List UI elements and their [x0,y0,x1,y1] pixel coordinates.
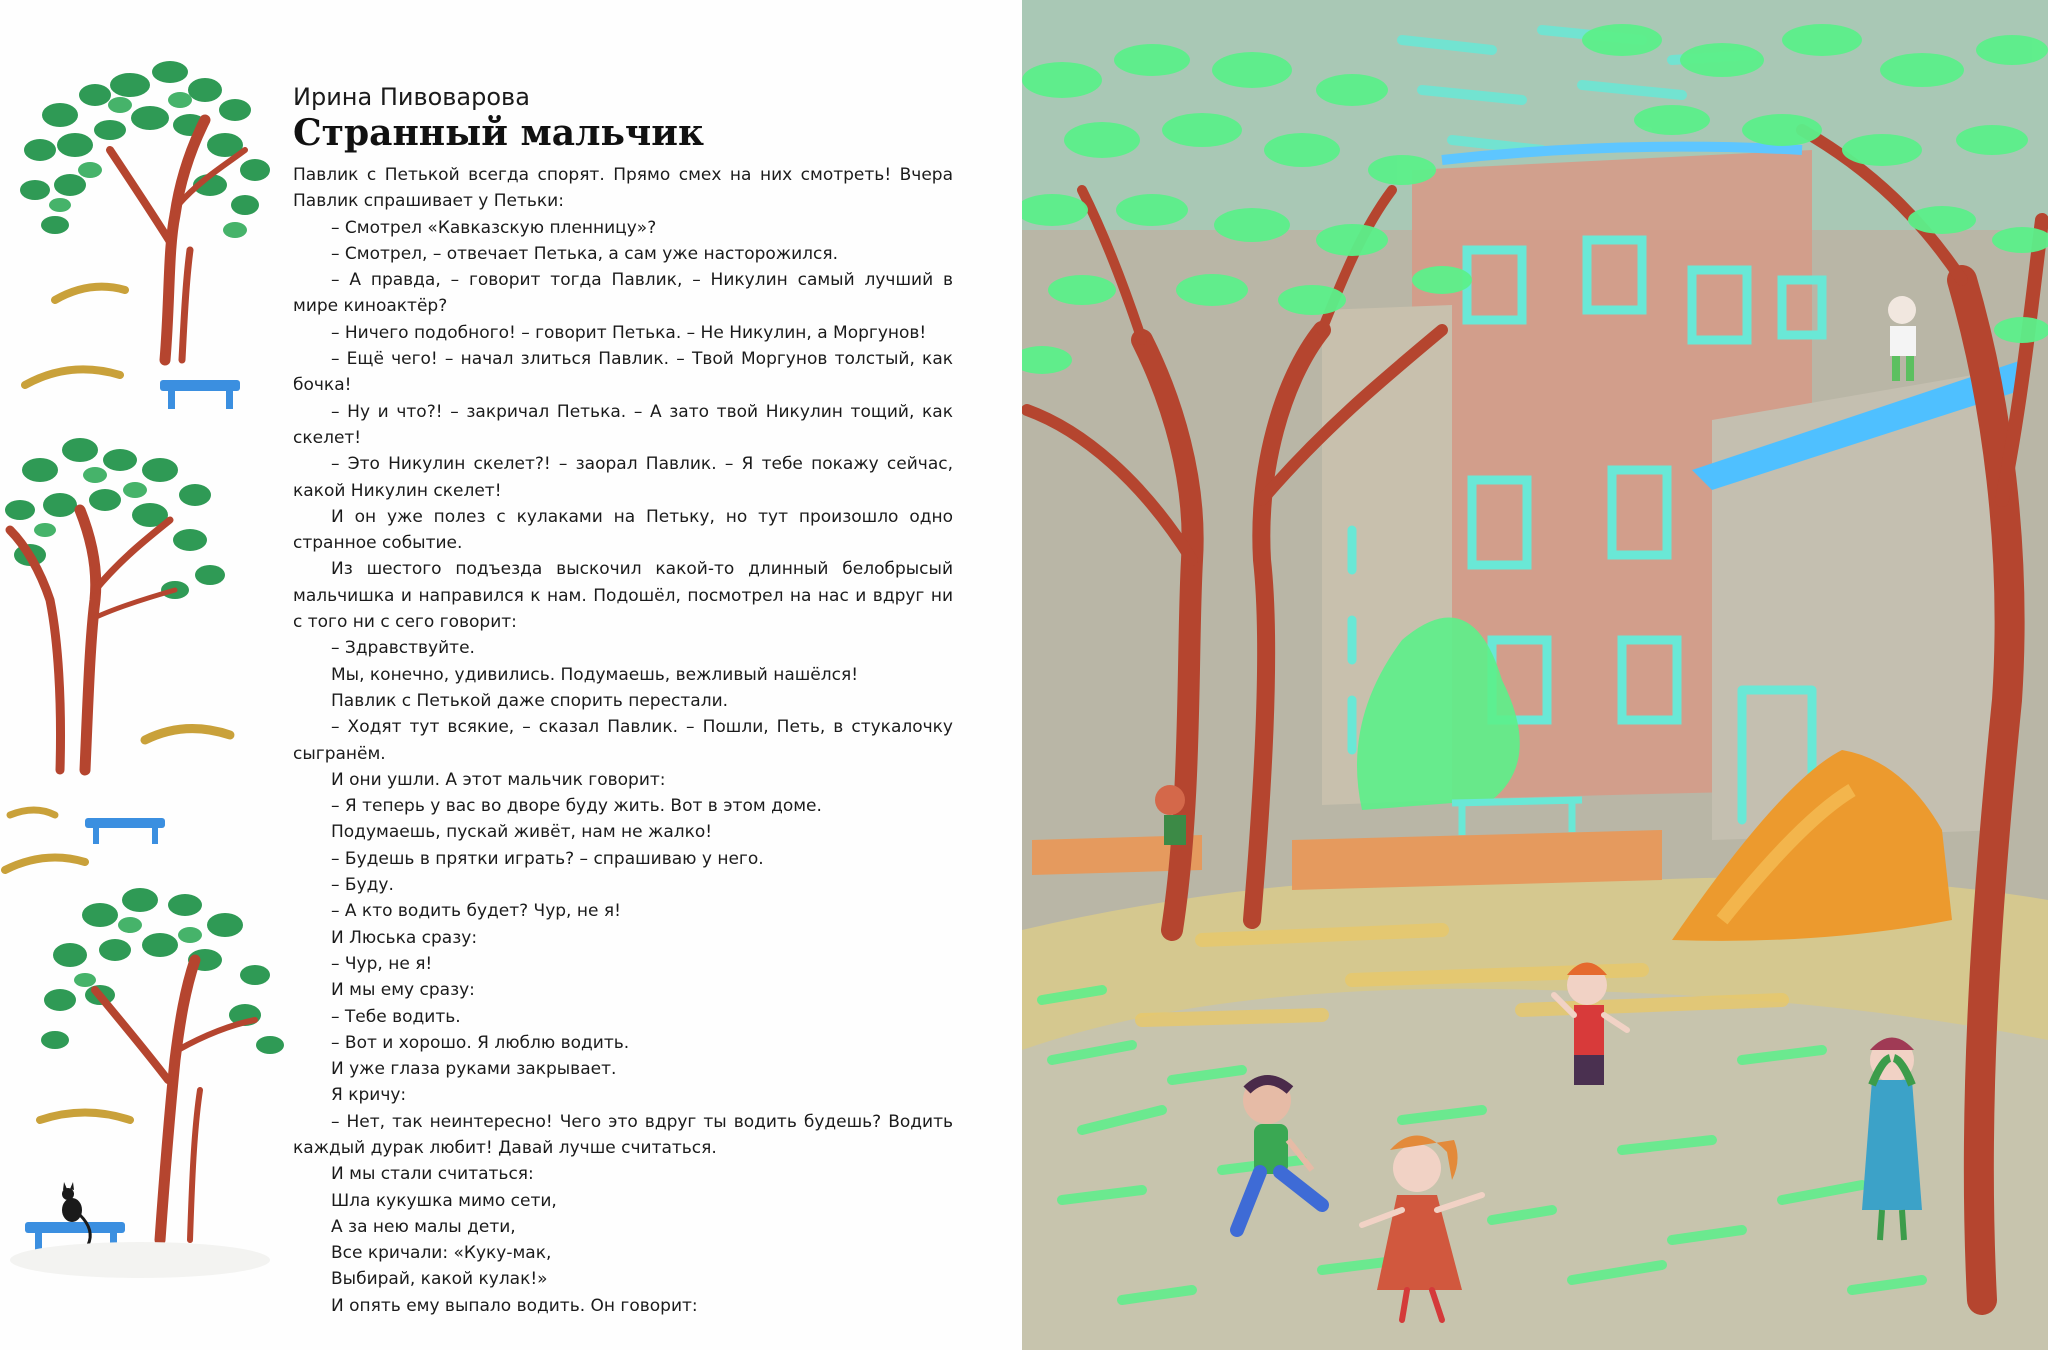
bench-with-cat [25,1182,125,1251]
story-paragraph: – Нет, так неинтересно! Чего это вдруг ты водить будешь? Водить каждый дурак любит! Давай лучше считаться. [293,1111,953,1158]
tree-top [20,61,270,409]
story-paragraph: – Смотрел «Кавказскую пленницу»? [331,217,657,238]
illustration-page [1022,0,2048,1350]
story-paragraph: – Ну и что?! – закричал Петька. – А зато твой Никулин тощий, как скелет! [293,401,953,448]
story-paragraph: И Люська сразу: [331,927,478,948]
story-paragraph: А за нею малы дети, [331,1216,516,1237]
story-body [293,162,953,1319]
story-paragraph: И они ушли. А этот мальчик говорит: [331,769,666,790]
tree-middle [5,438,230,870]
story-paragraph: Подумаешь, пускай живёт, нам не жалко! [331,822,713,843]
story-paragraph: – Тебе водить. [331,1006,461,1027]
story-paragraph: И мы ему сразу: [331,980,475,1001]
story-paragraph: Я кричу: [331,1085,407,1106]
story-paragraph: Из шестого подъезда выскочил какой-то длинный белобрысый мальчишка и направился к нам. Подошёл, посмотрел на нас и вдруг ни с того ни с сего говорит: [293,559,953,633]
story-title: Странный мальчик [293,112,704,154]
story-paragraph: – Ещё чего! – начал злиться Павлик. – Твой Моргунов толстый, как бочка! [293,349,953,396]
story-paragraph: – Буду. [331,875,394,896]
story-paragraph: – А кто водить будет? Чур, не я! [331,901,621,922]
story-paragraph: Мы, конечно, удивились. Подумаешь, вежливый нашёлся! [331,664,859,685]
story-paragraph: – Я теперь у вас во дворе буду жить. Вот в этом доме. [331,796,822,817]
story-paragraph: Шла кукушка мимо сети, [331,1190,557,1211]
story-paragraph: – Ничего подобного! – говорит Петька. – Не Никулин, а Моргунов! [331,322,927,343]
tree-bottom [10,888,284,1278]
story-paragraph: – Это Никулин скелет?! – заорал Павлик. – Я тебе покажу сейчас, какой Никулин скелет! [293,454,953,501]
story-paragraph: – Будешь в прятки играть? – спрашиваю у него. [331,848,764,869]
text-page [0,0,1022,1350]
story-paragraph: Павлик с Петькой всегда спорят. Прямо смех на них смотреть! Вчера Павлик спрашивает у Петьки: [293,165,953,212]
courtyard-illustration [1022,0,2048,1350]
story-paragraph: – Ходят тут всякие, – сказал Павлик. – Пошли, Петь, в стукалочку сыгранём. [293,717,953,764]
bench [85,818,165,844]
story-paragraph: – Здравствуйте. [331,638,475,659]
author-name: Ирина Пивоварова [293,83,530,111]
story-paragraph: – А правда, – говорит тогда Павлик, – Никулин самый лучший в мире киноактёр? [293,270,953,317]
story-paragraph: – Вот и хорошо. Я люблю водить. [331,1032,630,1053]
story-paragraph: – Смотрел, – отвечает Петька, а сам уже насторожился. [331,243,839,264]
story-paragraph: И уже глаза руками закрывает. [331,1059,617,1080]
story-paragraph: Все кричали: «Куку-мак, [331,1243,552,1264]
story-paragraph: И он уже полез с кулаками на Петьку, но тут произошло одно странное событие. [293,506,953,554]
margin-illustration [0,0,300,1350]
story-paragraph: И опять ему выпало водить. Он говорит: [331,1295,698,1316]
cat-icon [62,1182,90,1245]
story-paragraph: Выбирай, какой кулак!» [331,1269,548,1290]
bench [160,380,240,409]
story-paragraph: Павлик с Петькой даже спорить перестали. [331,690,729,711]
story-paragraph: – Чур, не я! [331,953,433,974]
story-paragraph: И мы стали считаться: [331,1164,534,1185]
story-text-block [293,82,953,1319]
